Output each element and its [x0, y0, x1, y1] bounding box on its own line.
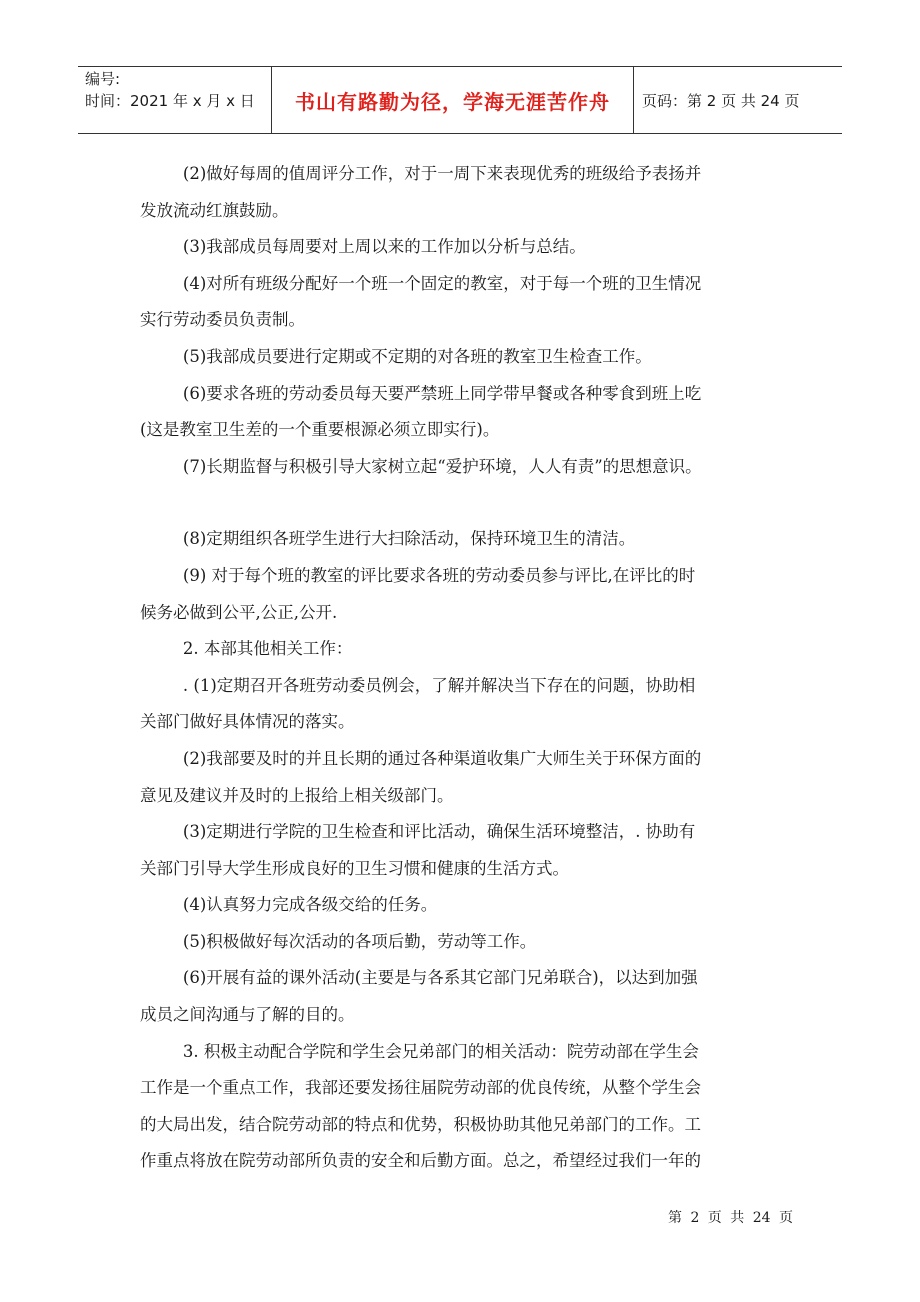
blank-line [140, 485, 785, 521]
document-date: 时间：2021 年 x 月 x 日 [85, 92, 255, 110]
paragraph-8 [140, 521, 785, 558]
paragraph-line: (7)长期监督与积极引导大家树立起“爱护环境，人人有责”的思想意识。 [182, 456, 702, 476]
paragraph-5 [140, 339, 785, 376]
paragraph-7 [140, 449, 785, 486]
paragraph-6 [140, 376, 785, 449]
paragraph-line: 发放流动红旗鼓励。 [140, 200, 289, 220]
paragraph-line: (5)我部成员要进行定期或不定期的对各班的教室卫生检查工作。 [182, 346, 652, 366]
paragraph-line: (2)我部要及时的并且长期的通过各种渠道收集广大师生关于环保方面的 [182, 748, 702, 768]
paragraph-line: 意见及建议并及时的上报给上相关级部门。 [140, 785, 454, 805]
paragraph-line: 关部门做好具体情况的落实。 [140, 712, 355, 732]
page-header [78, 66, 842, 134]
paragraph-line: 工作是一个重点工作，我部还要发扬往届院劳动部的优良传统，从整个学生会 [140, 1078, 701, 1098]
paragraph-3 [140, 229, 785, 266]
paragraph-4 [140, 266, 785, 339]
paragraph-line: (4)对所有班级分配好一个班一个固定的教室，对于每一个班的卫生情况 [182, 273, 702, 293]
paragraph-line: (3)定期进行学院的卫生检查和评比活动，确保生活环境整洁，. 协助有 [182, 822, 696, 842]
paragraph-line: 候务必做到公平,公正,公开. [140, 602, 338, 622]
paragraph-line: 实行劳动委员负责制。 [140, 310, 305, 330]
paragraph-line: (9) 对于每个班的教室的评比要求各班的劳动委员参与评比,在评比的时 [182, 565, 696, 585]
document-number-label: 编号: [85, 70, 121, 88]
header-motto: 书山有路勤为径，学海无涯苦作舟 [272, 67, 634, 133]
paragraph-line: (6)要求各班的劳动委员每天要严禁班上同学带早餐或各种零食到班上吃 [182, 383, 702, 403]
paragraph-other-2 [140, 741, 785, 814]
paragraph-line: . (1)定期召开各班劳动委员例会，了解并解决当下存在的问题，协助相 [182, 675, 696, 695]
paragraph-line: 作重点将放在院劳动部所负责的安全和后勤方面。总之，希望经过我们一年的 [140, 1151, 701, 1171]
paragraph-other-6 [140, 960, 785, 1033]
header-meta [78, 67, 272, 133]
paragraph-line: (2)做好每周的值周评分工作，对于一周下来表现优秀的班级给予表扬并 [182, 164, 702, 183]
page-footer: 第 2 页 共 24 页 [668, 1210, 793, 1226]
paragraph-other-1 [140, 668, 785, 741]
paragraph-line: 关部门引导大学生形成良好的卫生习惯和健康的生活方式。 [140, 858, 569, 878]
paragraph-line: (8)定期组织各班学生进行大扫除活动，保持环境卫生的清洁。 [182, 529, 636, 549]
paragraph-line: (5)积极做好每次活动的各项后勤，劳动等工作。 [182, 931, 537, 951]
paragraph-line: (4)认真努力完成各级交给的任务。 [182, 895, 438, 915]
paragraph-other-4 [140, 887, 785, 924]
document-body [140, 156, 785, 1180]
header-page-info: 页码：第 2 页 共 24 页 [642, 91, 800, 110]
paragraph-other-3 [140, 814, 785, 887]
paragraph-line: 3. 积极主动配合学院和学生会兄弟部门的相关活动：院劳动部在学生会 [182, 1041, 699, 1061]
paragraph-line: 2. 本部其他相关工作： [182, 639, 353, 659]
paragraph-2 [140, 156, 785, 229]
paragraph-other-5 [140, 924, 785, 961]
paragraph-9 [140, 558, 785, 631]
paragraph-line: (3)我部成员每周要对上周以来的工作加以分析与总结。 [182, 237, 586, 257]
paragraph-line: 成员之间沟通与了解的目的。 [140, 1005, 355, 1025]
section-heading-3 [140, 1034, 785, 1180]
section-heading-2 [140, 631, 785, 668]
paragraph-line: 的大局出发，结合院劳动部的特点和优势，积极协助其他兄弟部门的工作。工 [140, 1114, 701, 1134]
paragraph-line: (这是教室卫生差的一个重要根源必须立即实行)。 [140, 420, 500, 440]
paragraph-line: (6)开展有益的课外活动(主要是与各系其它部门兄弟联合)，以达到加强 [182, 968, 698, 988]
